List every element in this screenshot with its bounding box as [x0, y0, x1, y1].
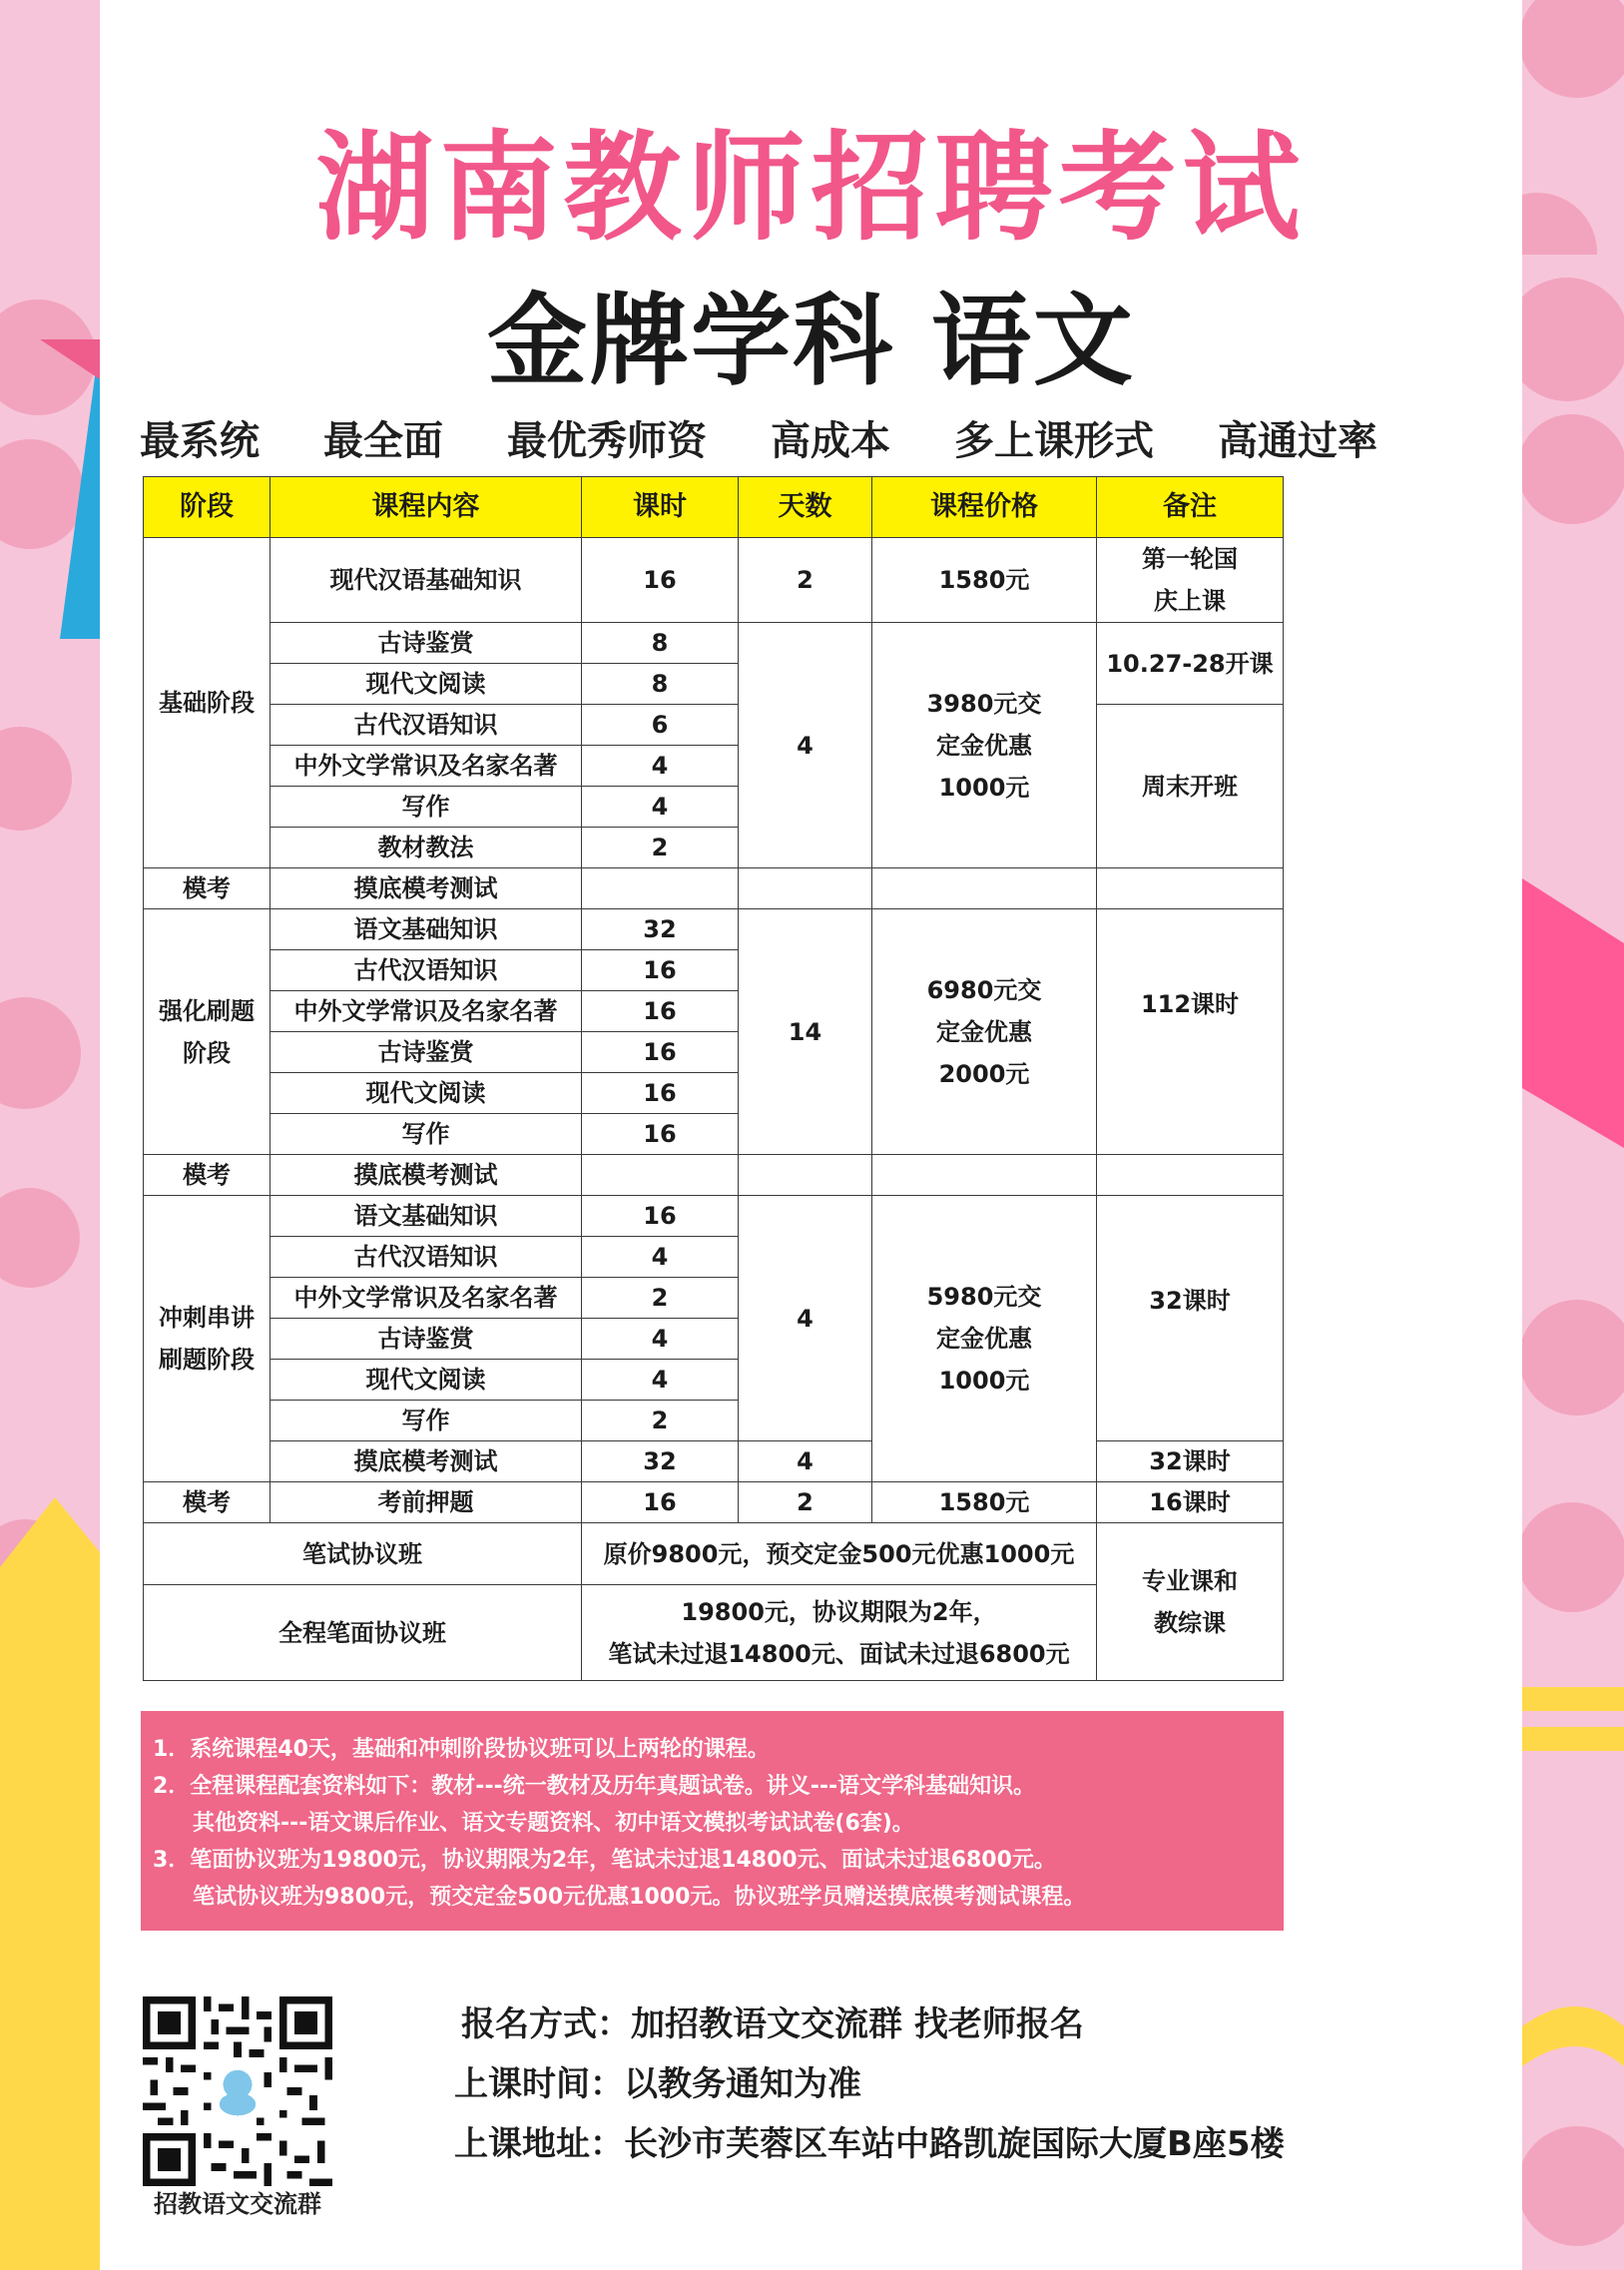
stage-text: 冲刺串讲刷题阶段: [159, 1304, 255, 1374]
notes-box: [141, 1711, 1284, 1931]
slogan-item: 最系统: [140, 417, 260, 464]
note-line: 1．系统课程40天，基础和冲刺阶段协议班可以上两轮的课程。: [153, 1737, 770, 1762]
price-cell: 1580元: [872, 1482, 1097, 1523]
table-row: [144, 909, 1284, 950]
content-cell: 现代文阅读: [271, 664, 582, 705]
content-cell: 古代汉语知识: [271, 950, 582, 991]
hours-cell: 32: [582, 909, 739, 950]
content-cell: 写作: [271, 1114, 582, 1155]
content-cell: 古诗鉴赏: [271, 1319, 582, 1360]
price-cell: [872, 623, 1097, 868]
protocol-name-cell: 笔试协议班: [144, 1523, 582, 1585]
content-cell: 中外文学常识及名家名著: [271, 1278, 582, 1319]
slogan-item: 高通过率: [1218, 417, 1377, 464]
protocol-price-line: 19800元，协议期限为2年，: [681, 1597, 997, 1626]
note-cell: [1097, 1523, 1284, 1681]
days-cell: 14: [739, 909, 872, 1155]
note-text: 第一轮国庆上课: [1142, 545, 1238, 615]
hours-cell: 4: [582, 1319, 739, 1360]
price-cell: [872, 1196, 1097, 1482]
table-row: [144, 1482, 1284, 1523]
note-line: 其他资料---语文课后作业、语文专题资料、初中语文模拟考试试卷(6套)。: [193, 1811, 914, 1836]
price-cell: [872, 868, 1097, 909]
content-cell: 古代汉语知识: [271, 1237, 582, 1278]
content-cell: 写作: [271, 1401, 582, 1441]
content-cell: 考前押题: [271, 1482, 582, 1523]
hours-cell: 2: [582, 1278, 739, 1319]
content-cell: 现代文阅读: [271, 1073, 582, 1114]
days-cell: 4: [739, 1441, 872, 1482]
hours-cell: 8: [582, 664, 739, 705]
poster-subtitle: 金牌学科 语文: [487, 283, 1135, 399]
hours-cell: 16: [582, 1073, 739, 1114]
qr-code-image: [143, 1996, 332, 2186]
hours-cell: 4: [582, 1360, 739, 1401]
price-text: 5980元交定金优惠1000元: [926, 1283, 1042, 1395]
table-row: [144, 538, 1284, 623]
slogan-item: 最全面: [323, 417, 443, 464]
note-line: 笔试协议班为9800元，预交定金500元优惠1000元。协议班学员赠送摸底模考测试课程。: [193, 1885, 1086, 1910]
table-row: [144, 1523, 1284, 1585]
table-row: [144, 705, 1284, 746]
header-stage: 阶段: [144, 477, 271, 538]
table-header-row: [144, 477, 1284, 538]
class-time-info: 上课时间：以教务通知为准: [454, 2064, 861, 2104]
content-cell: 古诗鉴赏: [271, 623, 582, 664]
hours-cell: [582, 868, 739, 909]
hours-cell: 16: [582, 1114, 739, 1155]
stage-cell: [144, 1196, 271, 1482]
note-cell: 32课时: [1097, 1196, 1284, 1441]
hours-cell: 32: [582, 1441, 739, 1482]
table-row: [144, 1155, 1284, 1196]
hours-cell: 2: [582, 1401, 739, 1441]
content-cell: 中外文学常识及名家名著: [271, 746, 582, 787]
hours-cell: 4: [582, 746, 739, 787]
note-cell: 32课时: [1097, 1441, 1284, 1482]
protocol-price-cell: 原价9800元，预交定金500元优惠1000元: [582, 1523, 1097, 1585]
hours-cell: 16: [582, 950, 739, 991]
days-cell: [739, 868, 872, 909]
content-cell: 现代汉语基础知识: [271, 538, 582, 623]
note-cell: [1097, 1155, 1284, 1196]
days-cell: 2: [739, 538, 872, 623]
content-cell: 教材教法: [271, 828, 582, 868]
protocol-name-cell: 全程笔面协议班: [144, 1585, 582, 1681]
days-cell: [739, 1155, 872, 1196]
content-cell: 语文基础知识: [271, 1196, 582, 1237]
protocol-price-line: 笔试未过退14800元、面试未过退6800元: [608, 1639, 1070, 1668]
content-cell: 语文基础知识: [271, 909, 582, 950]
hours-cell: 6: [582, 705, 739, 746]
price-cell: [872, 909, 1097, 1155]
days-cell: 4: [739, 623, 872, 868]
stage-cell: 模考: [144, 868, 271, 909]
content-cell: 中外文学常识及名家名著: [271, 991, 582, 1032]
signup-info: 报名方式：加招教语文交流群 找老师报名: [461, 2004, 1084, 2044]
note-cell: 10.27-28开课: [1097, 623, 1284, 705]
hours-cell: 16: [582, 1032, 739, 1073]
price-text: 6980元交定金优惠2000元: [926, 975, 1042, 1088]
protocol-price-cell: [582, 1585, 1097, 1681]
hours-cell: 4: [582, 787, 739, 828]
header-content: 课程内容: [271, 477, 582, 538]
hours-cell: 16: [582, 1196, 739, 1237]
note-cell: [1097, 868, 1284, 909]
content-cell: 写作: [271, 787, 582, 828]
hours-cell: 4: [582, 1237, 739, 1278]
qr-caption: 招教语文交流群: [154, 2190, 321, 2218]
price-text: 3980元交定金优惠1000元: [926, 689, 1042, 802]
stage-cell: 模考: [144, 1482, 271, 1523]
note-cell: 16课时: [1097, 1482, 1284, 1523]
header-days: 天数: [739, 477, 872, 538]
poster-title: 湖南教师招聘考试: [315, 119, 1307, 257]
stage-cell: 基础阶段: [144, 538, 271, 868]
hours-cell: 16: [582, 991, 739, 1032]
table-row: [144, 1441, 1284, 1482]
hours-cell: 8: [582, 623, 739, 664]
stage-text: 强化刷题阶段: [159, 996, 255, 1067]
note-cell: [1097, 538, 1284, 623]
header-price: 课程价格: [872, 477, 1097, 538]
slogan-bar: [140, 409, 1377, 465]
content-cell: 摸底模考测试: [271, 1155, 582, 1196]
content-cell: 摸底模考测试: [271, 868, 582, 909]
days-cell: 2: [739, 1482, 872, 1523]
table-row: [144, 623, 1284, 664]
price-cell: [872, 1155, 1097, 1196]
slogan-item: 高成本: [771, 417, 890, 464]
hours-cell: 16: [582, 1482, 739, 1523]
content-cell: 古诗鉴赏: [271, 1032, 582, 1073]
header-note: 备注: [1097, 477, 1284, 538]
hours-cell: [582, 1155, 739, 1196]
stage-cell: 模考: [144, 1155, 271, 1196]
note-cell: 周末开班: [1097, 705, 1284, 868]
content-cell: 现代文阅读: [271, 1360, 582, 1401]
table-row: [144, 1196, 1284, 1237]
slogan-item: 最优秀师资: [507, 417, 707, 464]
note-line: 3．笔面协议班为19800元，协议期限为2年，笔试未过退14800元、面试未过退6800元。: [153, 1848, 1056, 1873]
slogan-item: 多上课形式: [954, 417, 1154, 464]
days-cell: 4: [739, 1196, 872, 1441]
content-cell: 摸底模考测试: [271, 1441, 582, 1482]
note-cell: 112课时: [1097, 909, 1284, 1155]
hours-cell: 16: [582, 538, 739, 623]
note-text: 专业课和教综课: [1142, 1566, 1238, 1637]
table-row: [144, 868, 1284, 909]
price-cell: 1580元: [872, 538, 1097, 623]
note-line: 2．全程课程配套资料如下：教材---统一教材及历年真题试卷。讲义---语文学科基础知识。: [153, 1774, 1036, 1799]
header-hours: 课时: [582, 477, 739, 538]
class-address-info: 上课地址：长沙市芙蓉区车站中路凯旋国际大厦B座5楼: [454, 2124, 1285, 2164]
hours-cell: 2: [582, 828, 739, 868]
content-cell: 古代汉语知识: [271, 705, 582, 746]
course-price-table: [143, 476, 1284, 1681]
stage-cell: [144, 909, 271, 1155]
